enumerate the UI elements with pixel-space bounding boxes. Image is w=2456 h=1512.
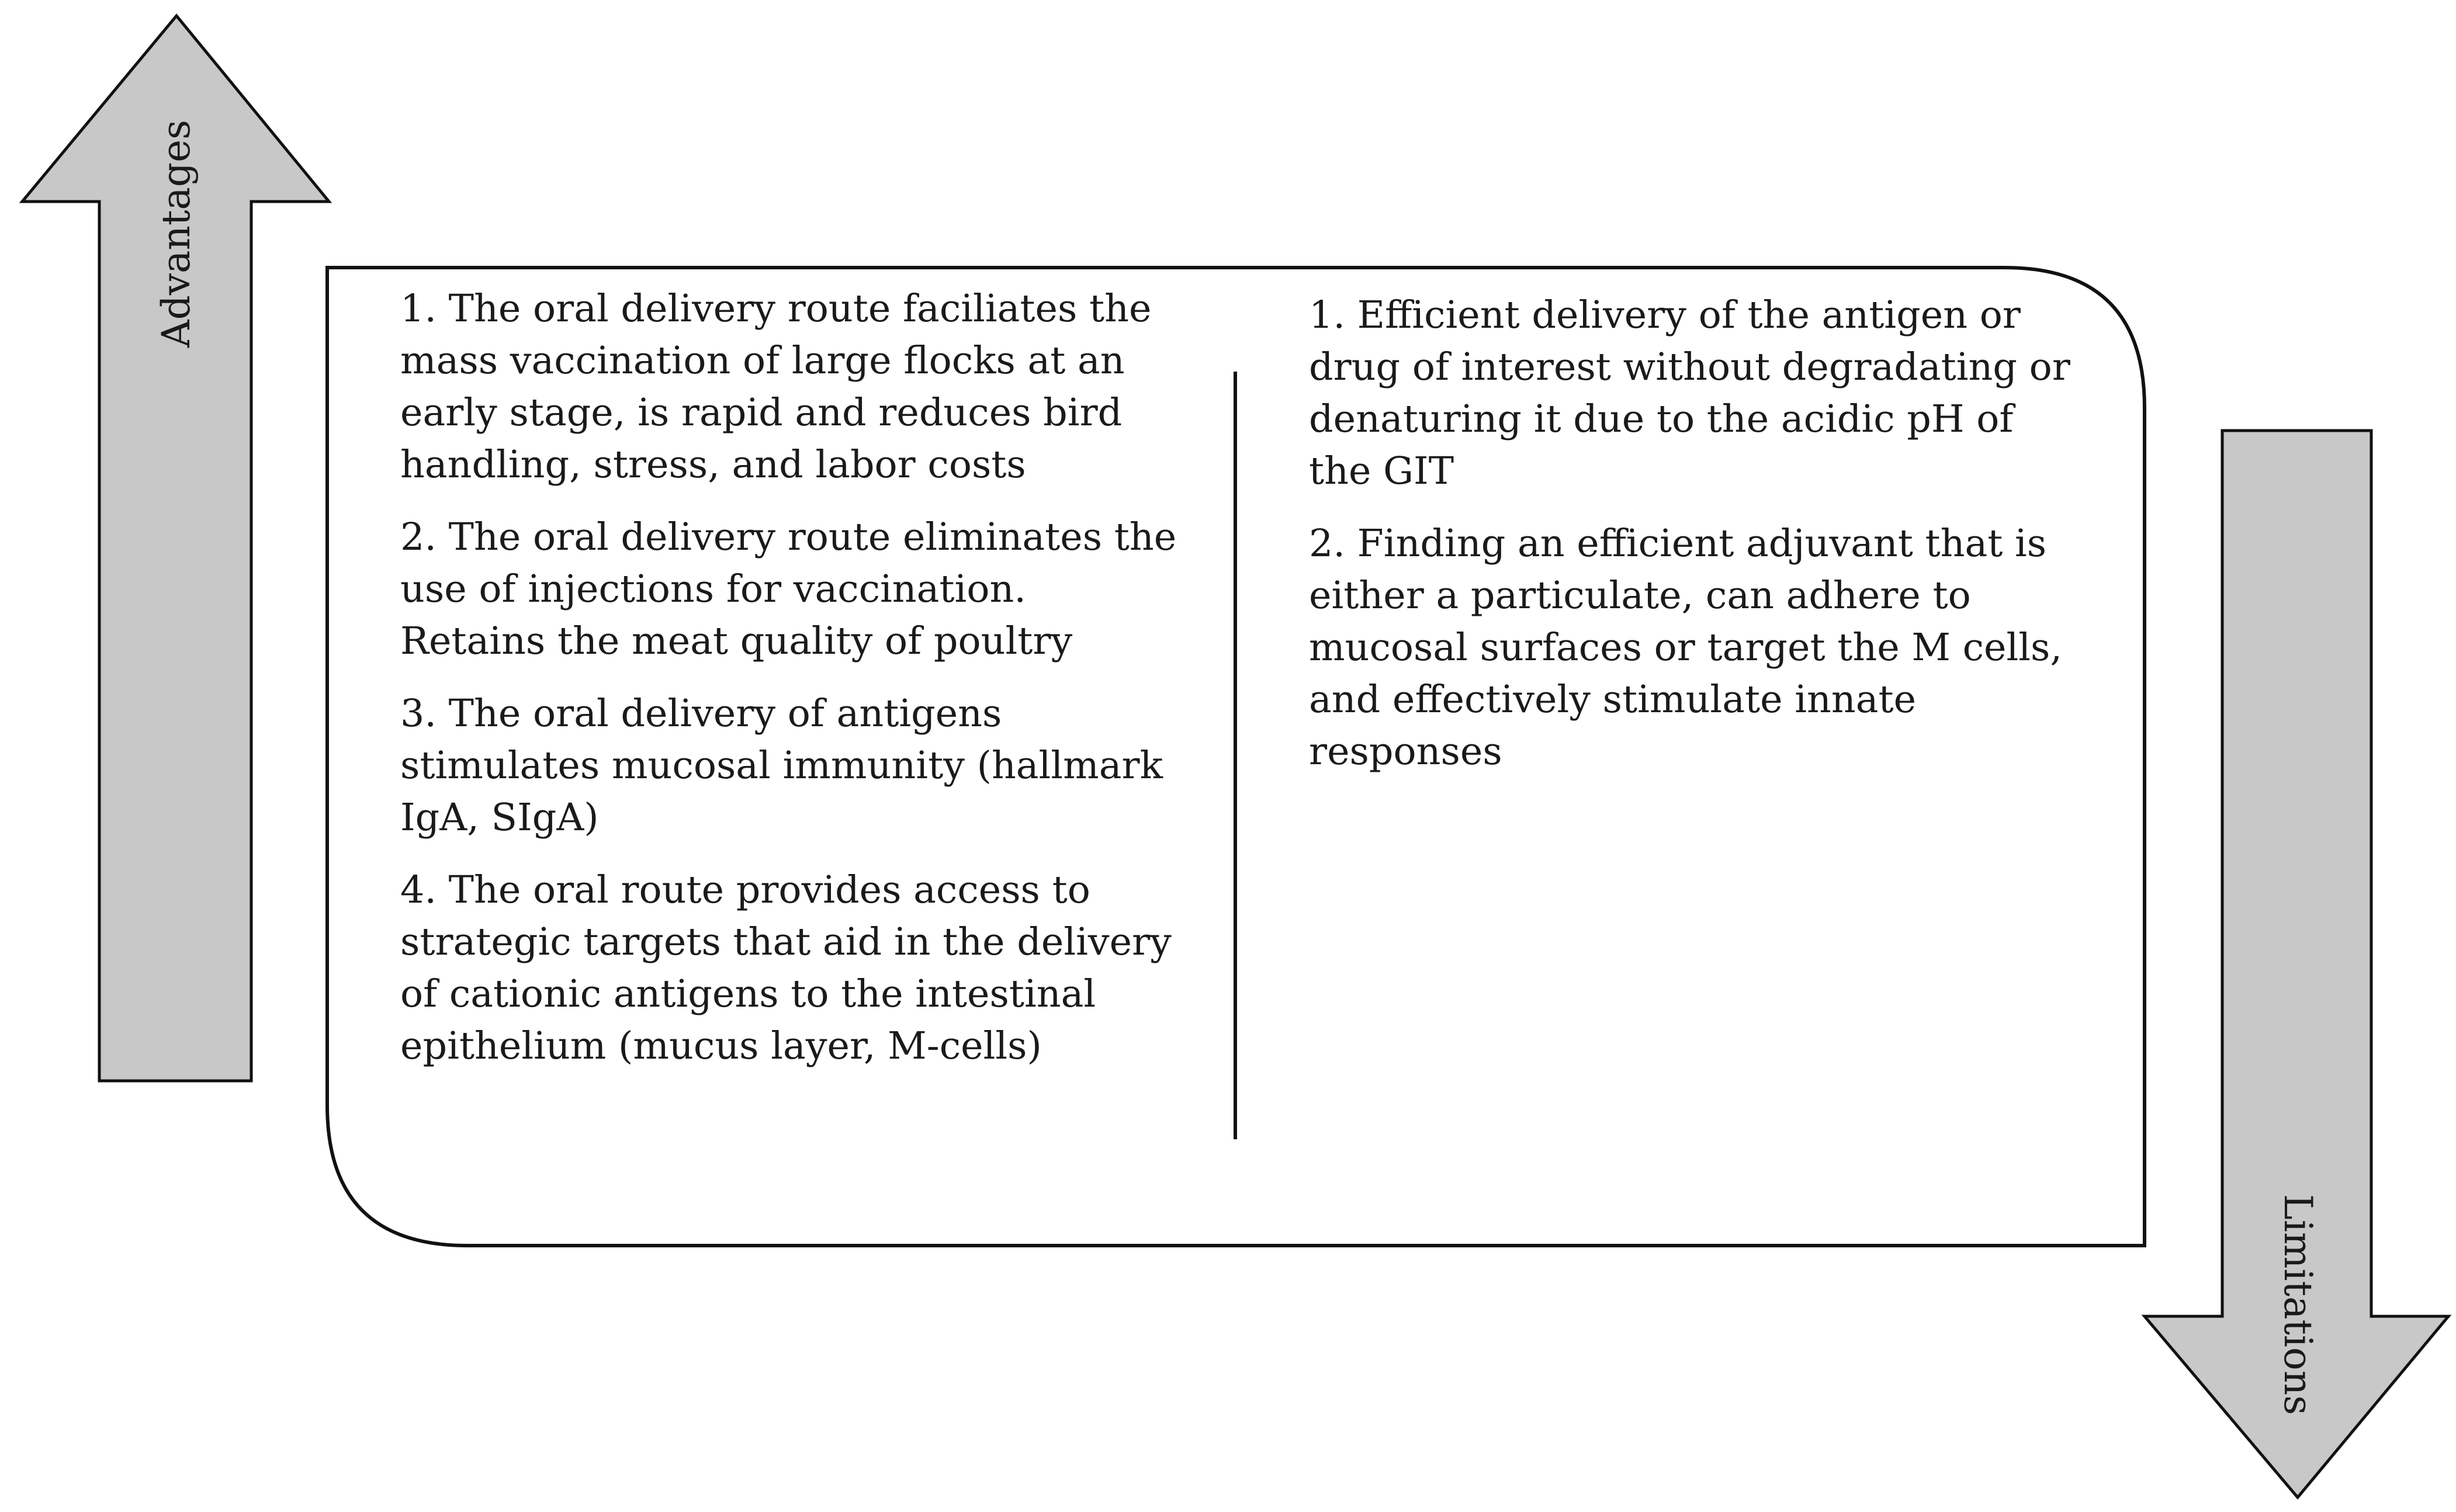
advantage-item: 3. The oral delivery of antigens stimulates mucosal immunity (hallmark IgA, SIgA)	[400, 692, 1163, 840]
limitations-list	[1309, 289, 2086, 798]
limitations-label: Limitations	[2275, 1194, 2320, 1416]
advantages-list	[400, 283, 1180, 1093]
advantage-item: 1. The oral delivery route faciliates the mass vaccination of large flocks at an early stage, is rapid and reduces bird handling, stress, and labor costs	[400, 287, 1152, 487]
limitation-item: 2. Finding an efficient adjuvant that is either a particulate, can adhere to mucosal surfaces or target the M cells, and effectively stimulate innate responses	[1309, 522, 2063, 774]
advantages-label: Advantages	[154, 119, 199, 348]
advantage-item: 4. The oral route provides access to strategic targets that aid in the delivery of cationic antigens to the intestinal epithelium (mucus layer, M-cells)	[400, 868, 1172, 1068]
advantage-item: 2. The oral delivery route eliminates the use of injections for vaccination. Retains the meat quality of poultry	[400, 515, 1177, 663]
limitation-item: 1. Efficient delivery of the antigen or drug of interest without degradating or denaturing it due to the acidic pH of the GIT	[1309, 293, 2070, 493]
